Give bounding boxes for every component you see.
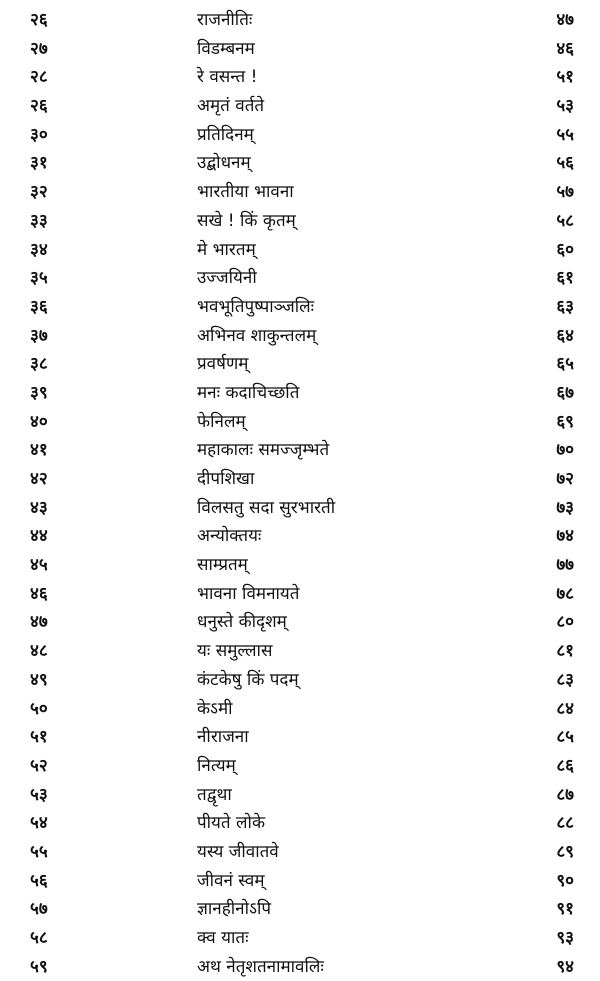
toc-entry	[0, 752, 600, 781]
toc-entry	[0, 350, 600, 379]
toc-entry	[0, 666, 600, 695]
entry-page-number: ७८	[556, 583, 574, 604]
entry-title: नित्यम्	[197, 755, 236, 776]
entry-title: महाकालः समज्जृम्भते	[197, 440, 330, 461]
toc-entry	[0, 236, 600, 265]
entry-number: ३३	[30, 210, 48, 231]
entry-page-number: ५६	[556, 153, 574, 174]
toc-entry	[0, 465, 600, 494]
entry-number: ५१	[30, 727, 48, 748]
entry-number: ५३	[30, 784, 48, 805]
entry-page-number: ७७	[556, 555, 574, 576]
entry-title: प्रतिदिनम्	[197, 124, 254, 145]
entry-title: क्व यातः	[197, 928, 249, 948]
entry-title: दीपशिखा	[197, 469, 255, 489]
entry-title: फेनिलम्	[197, 411, 246, 432]
entry-number: ३६	[30, 296, 48, 317]
toc-entry	[0, 809, 600, 838]
entry-title: यः समुल्लास	[197, 641, 273, 662]
entry-number: ३७	[30, 325, 48, 346]
entry-number: ४४	[30, 526, 48, 547]
toc-entry	[0, 207, 600, 236]
entry-number: ३९	[30, 382, 48, 403]
entry-title: भवभूतिपुष्पाञ्जलिः	[197, 296, 315, 317]
toc-entry	[0, 551, 600, 580]
toc-entry	[0, 580, 600, 609]
entry-page-number: ५७	[556, 182, 574, 203]
entry-number: ३०	[30, 124, 48, 145]
entry-page-number: ६०	[556, 239, 574, 260]
entry-number: २६	[30, 96, 48, 117]
entry-page-number: ७४	[556, 526, 574, 547]
entry-number: २६	[30, 10, 48, 30]
toc-entry	[0, 608, 600, 637]
entry-title: नीराजना	[197, 727, 249, 748]
entry-page-number: ८४	[556, 698, 574, 719]
toc-entry	[0, 92, 600, 121]
entry-title: सखे ! किं कृतम्	[197, 210, 296, 231]
entry-title: विडम्बनम	[197, 38, 255, 59]
toc-entry	[0, 637, 600, 666]
entry-page-number: ६७	[556, 382, 574, 403]
entry-number: ५६	[30, 870, 48, 891]
entry-title: कंटकेषु किं पदम्	[197, 669, 299, 690]
toc-entry	[0, 867, 600, 896]
entry-page-number: ४७	[556, 10, 574, 30]
entry-title: केऽमी	[197, 698, 233, 719]
entry-number: २८	[30, 67, 48, 88]
entry-title: उज्जयिनी	[197, 268, 257, 289]
entry-page-number: ६९	[556, 411, 574, 432]
entry-page-number: ७२	[556, 469, 574, 489]
entry-page-number: ८६	[556, 755, 574, 776]
toc-entry	[0, 494, 600, 523]
toc-entry	[0, 264, 600, 293]
entry-title: भावना विमनायते	[197, 583, 300, 604]
entry-page-number: ७३	[556, 497, 574, 518]
entry-title: अथ नेतृशतनामावलिः	[197, 956, 324, 977]
entry-number: ५२	[30, 755, 48, 776]
entry-number: ५७	[30, 899, 48, 920]
toc-entry	[0, 322, 600, 351]
entry-title: पीयते लोके	[197, 813, 265, 834]
entry-page-number: ६३	[556, 296, 574, 317]
entry-number: ३१	[30, 153, 48, 174]
entry-page-number: ९४	[556, 956, 574, 977]
toc-entry	[0, 522, 600, 551]
entry-page-number: ८५	[556, 727, 574, 748]
toc-entry	[0, 953, 600, 981]
toc-entry	[0, 178, 600, 207]
entry-number: ३४	[30, 239, 48, 260]
toc-entry	[0, 408, 600, 437]
entry-page-number: ६१	[556, 268, 574, 289]
entry-number: २७	[30, 38, 48, 59]
entry-page-number: ९०	[556, 870, 574, 891]
entry-page-number: ४६	[556, 38, 574, 59]
toc-entry	[0, 35, 600, 64]
toc-entry	[0, 293, 600, 322]
table-of-contents	[0, 6, 600, 981]
entry-number: ५०	[30, 698, 48, 719]
entry-title: विलसतु सदा सुरभारती	[197, 497, 336, 518]
entry-page-number: ९१	[556, 899, 574, 920]
entry-title: तद्वृथा	[197, 784, 232, 805]
entry-page-number: ८०	[556, 612, 574, 633]
entry-page-number: ५३	[556, 96, 574, 117]
toc-entry	[0, 436, 600, 465]
toc-entry	[0, 895, 600, 924]
toc-entry	[0, 379, 600, 408]
entry-page-number: ६४	[556, 325, 574, 346]
entry-number: ३५	[30, 268, 48, 289]
entry-number: ४७	[30, 612, 48, 633]
entry-number: ४२	[30, 469, 48, 489]
toc-entry	[0, 723, 600, 752]
entry-number: ४३	[30, 497, 48, 518]
entry-title: यस्य जीवातवे	[197, 841, 279, 862]
toc-entry	[0, 695, 600, 724]
entry-title: उद्बोधनम्	[197, 153, 251, 174]
toc-entry	[0, 121, 600, 150]
entry-number: ४५	[30, 555, 48, 576]
entry-page-number: ५५	[556, 124, 574, 145]
entry-title: अभिनव शाकुन्तलम्	[197, 325, 317, 346]
entry-title: मनः कदाचिच्छति	[197, 382, 300, 403]
entry-title: रे वसन्त !	[197, 67, 258, 88]
entry-title: अन्योक्तयः	[197, 526, 262, 547]
entry-title: प्रवर्षणम्	[197, 354, 249, 375]
entry-page-number: ८८	[556, 813, 574, 834]
toc-entry	[0, 6, 600, 35]
entry-page-number: ५८	[556, 210, 574, 231]
entry-page-number: ६५	[556, 354, 574, 375]
toc-entry	[0, 924, 600, 953]
entry-page-number: ८३	[556, 669, 574, 690]
toc-entry	[0, 838, 600, 867]
entry-number: ४८	[30, 641, 48, 662]
toc-entry	[0, 781, 600, 810]
entry-page-number: ८७	[556, 784, 574, 805]
entry-page-number: ८९	[556, 841, 574, 862]
entry-title: धनुस्ते कीदृशम्	[197, 612, 287, 633]
entry-title: साम्प्रतम्	[197, 555, 248, 576]
entry-number: ३८	[30, 354, 48, 375]
entry-title: ज्ञानहीनोऽपि	[197, 899, 272, 920]
toc-entry	[0, 149, 600, 178]
entry-page-number: ५१	[556, 67, 574, 88]
entry-number: ५५	[30, 841, 48, 862]
entry-number: ५४	[30, 813, 48, 834]
entry-number: ५८	[30, 928, 48, 948]
entry-page-number: ८१	[556, 641, 574, 662]
entry-number: ४०	[30, 411, 48, 432]
entry-page-number: ९३	[556, 928, 574, 948]
entry-title: अमृतं वर्तते	[197, 96, 265, 117]
entry-title: मे भारतम्	[197, 239, 256, 260]
entry-number: ३२	[30, 182, 48, 203]
entry-number: ४९	[30, 669, 48, 690]
entry-page-number: ७०	[556, 440, 574, 461]
entry-title: राजनीतिः	[197, 10, 253, 30]
entry-title: भारतीया भावना	[197, 182, 294, 203]
toc-entry	[0, 63, 600, 92]
entry-number: ४१	[30, 440, 48, 461]
entry-number: ४६	[30, 583, 48, 604]
entry-number: ५९	[30, 956, 48, 977]
entry-title: जीवनं स्वम्	[197, 870, 265, 891]
